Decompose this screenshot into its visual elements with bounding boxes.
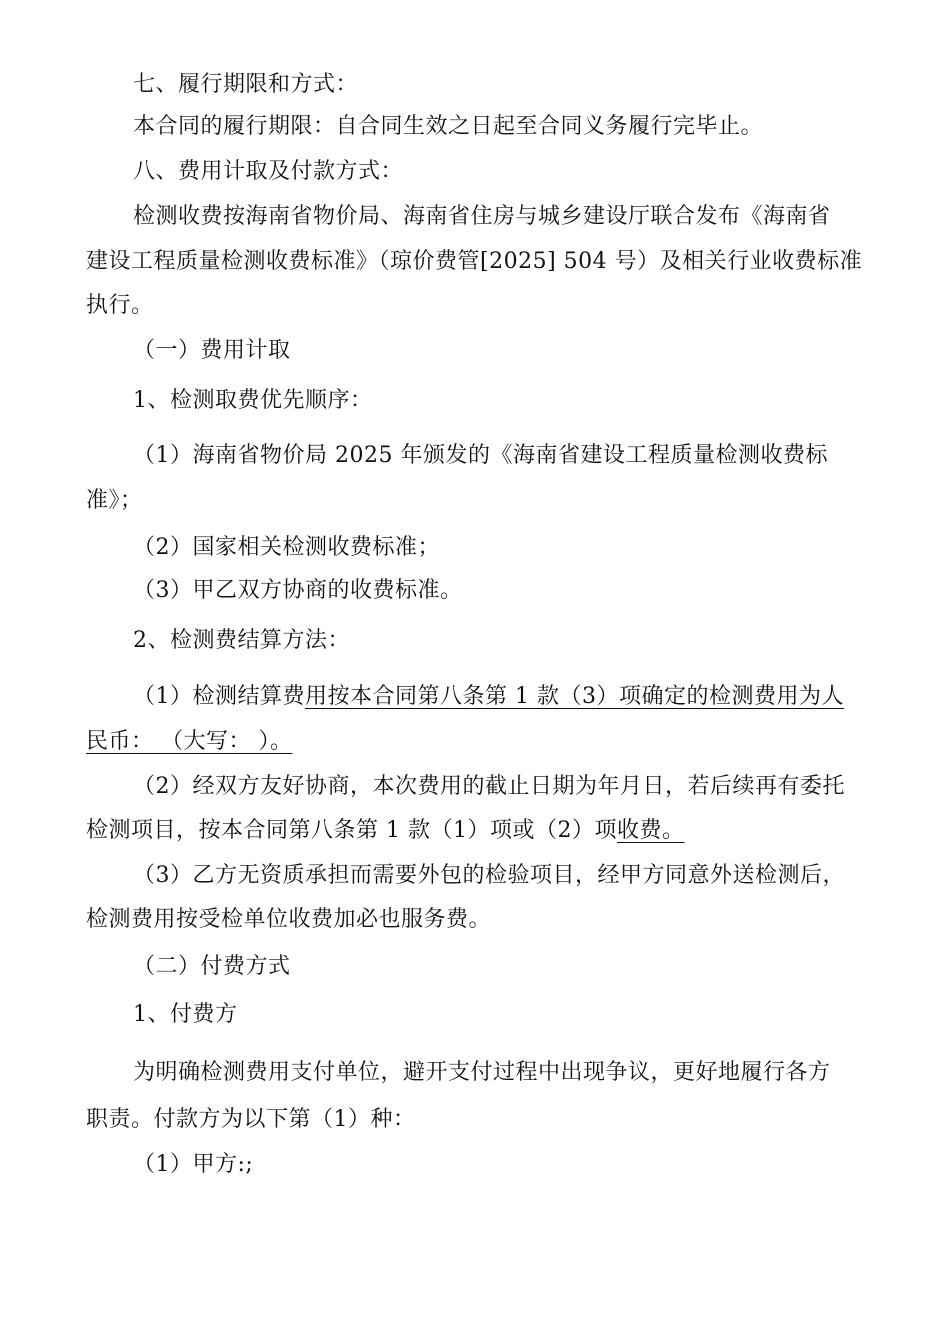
item-1-1-line-1: （1）海南省物价局 2025 年颁发的《海南省建设工程质量检测收费标 [133,443,828,468]
item-2-1-prefix: （1）检测结算费 [133,684,305,709]
item-1-3: （3）甲乙双方协商的收费标准。 [133,578,463,603]
pay-1-option-1: （1）甲方:; [133,1152,254,1177]
pay-1-body-line-1: 为明确检测费用支付单位，避开支付过程中出现争议，更好地履行各方 [133,1060,831,1085]
item-2-1-line-1 [133,682,844,712]
section-8-body-line-3: 执行。 [86,293,154,318]
item-1-title: 1、检测取费优先顺序： [133,388,373,413]
item-2-2-line-2-underlined: 收费。 [616,818,685,843]
item-2-3-line-2: 检测费用按受检单位收费加必也服务费。 [86,907,492,932]
pay-1-body-line-2: 职责。付款方为以下第（1）种： [86,1107,416,1132]
subsection-1-title: （一）费用计取 [133,338,291,363]
section-7-title: 七、履行期限和方式： [133,72,359,97]
section-8-body-line-1: 检测收费按海南省物价局、海南省住房与城乡建设厅联合发布《海南省 [133,204,831,229]
section-8-title: 八、费用计取及付款方式： [133,159,404,184]
item-2-1-underlined: 用按本合同第八条第 1 款（3）项确定的检测费用为人 [305,684,844,709]
item-2-2-line-1: （2）经双方友好协商，本次费用的截止日期为年月日，若后续再有委托 [133,774,845,799]
subsection-2-title: （二）付费方式 [133,954,291,979]
item-2-2-line-2-prefix: 检测项目，按本合同第八条第 1 款（1）项或（2）项 [86,818,617,843]
item-2-3-line-1: （3）乙方无资质承担而需要外包的检验项目，经甲方同意外送检测后， [133,863,845,888]
section-7-body: 本合同的履行期限：自合同生效之日起至合同义务履行完毕止。 [133,114,764,139]
pay-1-title: 1、付费方 [133,1002,238,1027]
item-2-1-line-2: 民币： （大写： ）。 [86,729,293,754]
section-8-body-line-2: 建设工程质量检测收费标准》（琼价费管[2025] 504 号）及相关行业收费标准 [86,249,863,274]
item-2-title: 2、检测费结算方法： [133,628,350,653]
item-1-1-line-2: 准》； [86,488,143,513]
item-2-2-line-2 [86,816,685,846]
item-1-2: （2）国家相关检测收费标准； [133,535,440,560]
